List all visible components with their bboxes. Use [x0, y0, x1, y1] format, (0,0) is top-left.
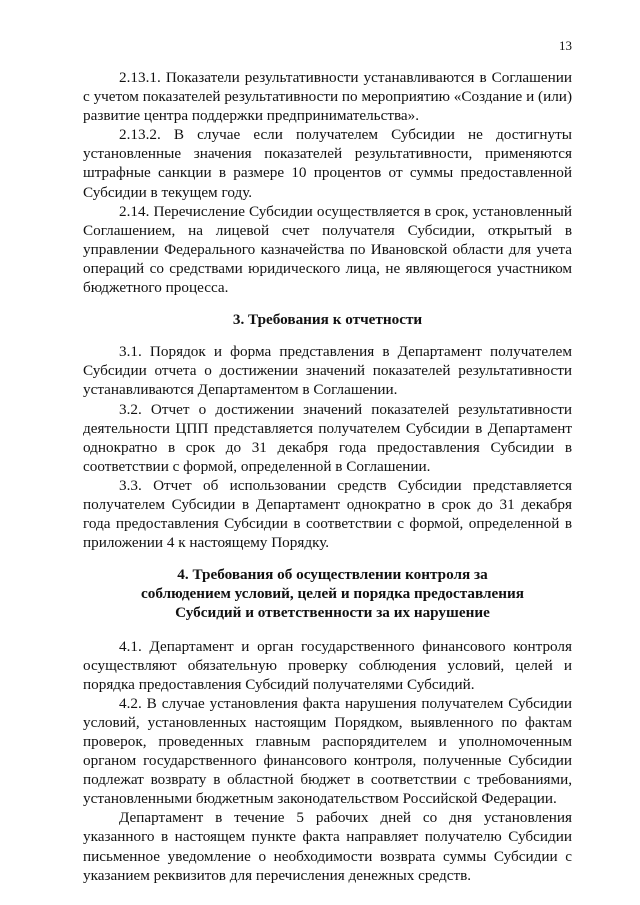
paragraph-4-2: 4.2. В случае установления факта нарушения получателем Субсидии условий, установленных настоящим Порядком, выявленного по фактам проверок, проведенных главным распорядителем и уполномоченным органом государственного финансового контроля, полученные Субсидии подлежат возврату в областной бюджет в соответствии с требованиями, установленными бюджетным законодательством Российской Федерации.: [83, 694, 572, 808]
paragraph-4-1: 4.1. Департамент и орган государственного финансового контроля осуществляют обязательную проверку соблюдения условий, целей и порядка предоставления Субсидий получателями Субсидий.: [83, 637, 572, 693]
paragraph-3-3: 3.3. Отчет об использовании средств Субсидии представляется получателем Субсидии в Департамент однократно в срок до 31 декабря года предоставления Субсидии в соответствии с формой, определенной в приложении 4 к настоящему Порядку.: [83, 476, 572, 552]
section-4-heading: 4. Требования об осуществлении контроля за соблюдением условий, целей и порядка предоставления Субсидий и ответственности за их нарушение: [141, 566, 524, 622]
paragraph-3-1: 3.1. Порядок и форма представления в Департамент получателем Субсидии отчета о достижении значений показателей результативности устанавливаются Департаментом в Соглашении.: [83, 343, 572, 399]
paragraph-3-2: 3.2. Отчет о достижении значений показателей результативности деятельности ЦПП представляется получателем Субсидии в Департамент однократно в срок до 31 декабря года предоставления Субсидии в соответствии с формой, определенной в Соглашении.: [83, 400, 572, 475]
paragraph-4-2-notice: Департамент в течение 5 рабочих дней со дня установления указанного в настоящем пункте факта направляет получателю Субсидии письменное уведомление о необходимости возврата суммы Субсидии с указанием реквизитов для перечисления денежных средств.: [83, 809, 572, 884]
document-body: [83, 68, 572, 885]
paragraph-2-13-2: 2.13.2. В случае если получателем Субсидии не достигнуты установленные значения показателей результативности, применяются штрафные санкции в размере 10 процентов от суммы предоставленной Субсидии в текущем году.: [83, 126, 572, 201]
paragraph-2-13-1: 2.13.1. Показатели результативности устанавливаются в Соглашении с учетом показателей результативности по мероприятию «Создание и (или) развитие центра поддержки предпринимательства».: [83, 69, 572, 125]
paragraph-2-14: 2.14. Перечисление Субсидии осуществляется в срок, установленный Соглашением, на лицевой счет получателя Субсидии, открытый в управлении Федерального казначейства по Ивановской области для учета операций со средствами юридического лица, не являющегося участником бюджетного процесса.: [83, 202, 572, 297]
section-3-heading: 3. Требования к отчетности: [232, 311, 423, 329]
page-number: 13: [559, 38, 572, 53]
